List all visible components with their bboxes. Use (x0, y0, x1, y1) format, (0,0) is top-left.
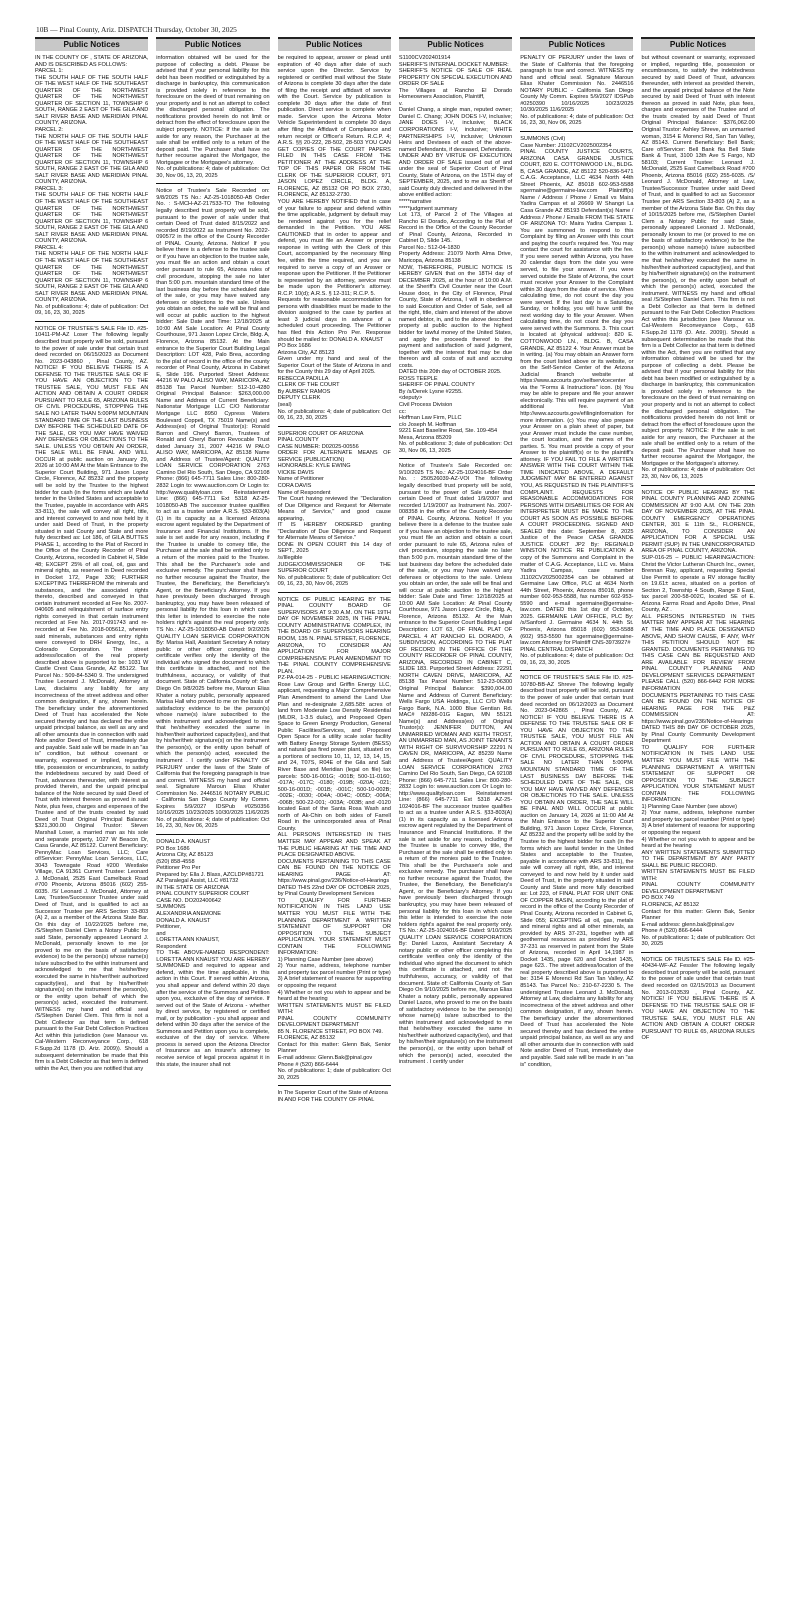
legal-notice (520, 136, 633, 666)
notice-paragraph: NOW, THEREFORE, PUBLIC NOTICE IS HEREBY GIVEN that on the 18TH day of DECEMBER 2025, at the hour of 10:00 A.M. at the Sheriff's Civil Counter near the Court House door, in the City of Florence, Pinal County, State of Arizona, I will in obedience to said Execution and Order of Sale, sell all the right, title, claim and interest of the above named debtor, in, and to the above described property at public auction to the highest bidder for lawful money of the United States, and apply the proceeds thereof to the payment and satisfaction of said judgment, together with the interest that may be due thereon and all costs of suit and accruing costs. (398, 264, 513, 369)
notice-paragraph: 4) Whether or not you wish to appear and be heard at the hearing (641, 836, 755, 850)
column-body (641, 55, 754, 1042)
notice-paragraph: SHERIFF OF PINAL COUNTY (398, 382, 475, 389)
notice-divider (156, 183, 269, 184)
notice-paragraph: IN AND FOR THE COUNTY OF PINAL (277, 1096, 375, 1103)
notice-paragraph: No. of publications: 4; date of publication: Oct 23, 30, Nov 06, 13, 2025 (641, 467, 755, 480)
notice-paragraph: SUPERIOR COURT OF ARIZONA (277, 430, 364, 437)
column-body (35, 55, 148, 1072)
notice-paragraph: be required to appear, answer or plead until expiration of 40 days after date of such service upon the Director. Service by registered or certified mail without the State of Arizona is complete 30 days after the date of filing the receipt and affidavit of service with the Court. Service by publication is complete 30 days after the date of first publication. Direct service is complete when made. Service upon the Arizona Motor Vehicle Superintendent is complete 30 days after filing the Affidavit of Compliance and return receipt or Officer's Return. R.C.P. 4; A.R.S. §§ 20-222, 28-502, 28-503 YOU CAN GET COPIES OF THE COURT PAPERS FILED IN THIS CASE FROM THE PETITIONER AT THE ADDRESS AT THE TOP OF THIS PAPER OR FROM THE CLERK OF THE SUPERIOR COURT, 971 JASON LOPEZ CIRCLE, BLDG. A, FLORENCE, AZ 85132 OR PO BOX 2730, FLORENCE, AZ 85132-2730. (277, 55, 391, 199)
notice-columns (35, 37, 757, 1103)
column-6 (641, 37, 754, 1103)
notice-paragraph: DEPUTY CLERK (277, 395, 321, 402)
column-4 (399, 37, 512, 1103)
column-2 (156, 37, 269, 1103)
notice-divider (278, 426, 391, 427)
legal-notice (641, 55, 754, 481)
legal-notice (35, 55, 148, 317)
notice-paragraph: PARCEL 1: (35, 68, 63, 75)
column-body (399, 55, 512, 1066)
notice-paragraph: CASE NO. DO202400642 (156, 897, 221, 904)
notice-paragraph: PINAL COUNTY COMMUNITY DEVELOPMENT DEPARTMENT (277, 1015, 391, 1029)
notice-paragraph: LORETTA ANN KNAUST, (156, 937, 220, 944)
notice-paragraph: E-mail address: Glenn.Bak@pinal.gov (277, 1055, 373, 1062)
notice-paragraph: DOCUMENTS PERTAINING TO THIS CASE CAN BE FOUND ON THE NOTICE OF HEARING PAGE FOR THE P&Z COMMISSION AT: https://www.pinal.gov/236/Notice-of-Hearings (641, 692, 755, 725)
notice-paragraph: THE NORTH HALF OF THE NORTH HALF OF THE WEST HALF OF THE SOUTHEAST QUARTER OF THE NORTHWEST QUARTER OF THE NORTHWEST QUARTER OF SECTION 11, TOWNSHIP 6 SOUTH, RANGE 2 EAST OF THE GILA AND SALT RIVER BASE AND MERIDIAN PINAL COUNTY, ARIZONA. (35, 251, 149, 304)
notice-divider (641, 952, 754, 953)
notice-paragraph: *****narrative (398, 199, 432, 206)
notice-paragraph: No. of publications: 1; date of publication: Oct 30, 2025 (641, 934, 755, 948)
legal-notice (156, 188, 269, 830)
notice-paragraph: Property Address: 21079 North Alma Drive, Maricopa, Arizona 85138 (398, 251, 513, 264)
notice-paragraph: Petitioner, (156, 924, 182, 931)
notice-paragraph: THE SOUTH HALF OF THE SOUTH HALF OF THE WEST HALF OF THE SOUTHEAST QUARTER OF THE NORTHWEST QUARTER OF THE NORTHWEST QUARTER OF SECTION 11, TOWNSHIP 6 SOUTH, RANGE 2 EAST OF THE GILA AND SALT RIVER BASE AND MERIDIAN PINAL COUNTY, ARIZONA. (35, 74, 149, 127)
notice-paragraph: PINAL CENTRAL DISPATCH (520, 646, 593, 653)
notice-paragraph: UNDER AND BY VIRTUE OF EXECUTION AND ORDER OF SALE issued out of and under the seal of Superior Court of Pinal County, State of Arizona, on the 15TH day of SEPTEMBER, 2025, and to me as Sheriff of said County duly directed and delivered in the above entitled action: (398, 153, 513, 199)
notice-paragraph: NOTICE OF PUBLIC HEARING BY THE PINAL COUNTY PLANNING AND ZONING COMMISSION AT 9:00 A.M. ON THE 20th DAY OF NOVEMBER 2025, AT THE PINAL COUNTY EMERGENCY OPERATIONS CENTER, 301 E 11th St., FLORENCE, ARIZONA, TO CONSIDER AN APPLICATION FOR A SPECIAL USE PERMIT (SUP) IN THE UNINCORPORATED AREA OF PINAL COUNTY, ARIZONA. (641, 489, 755, 555)
notice-paragraph: WRITTEN STATEMENTS MUST BE FILED WITH: (277, 1002, 391, 1016)
notice-paragraph: FLORENCE, AZ 85132 (641, 902, 700, 908)
notice-paragraph: Case Number: J1102CV2025002354 (520, 142, 612, 149)
notice-paragraph: but without covenant or warranty, expressed or implied, regarding title, possession or encumbrances, to satisfy the indebtedness secured by said Deed of Trust, advances thereunder, with interest as provided therein, and the unpaid principal balance of the Note secured by said Deed of Trust with interest thereon as proved in said Note, plus fees, charges and expenses of the Trustee and of the trusts created by said Deed of Trust Original Principal Balance: $376,062.00 Original Trustor: Ashley Shreve, an unmarried woman, 3154 E Morenci Rd, San Tan Valley, AZ 85143. Current Beneficiary: Bell Bank; Care of/Servicer: Bell Bank fka Bell State Bank & Trust, 3100 13th Ave S Fargo, ND 58103; Current Trustee: Leonard J. McDonald, 2525 East Camelback Road #700 Phoenix, Arizona 85016 (602) 255-6035. /S/ Leonard J. McDonald, Attorney at Law, Trustee/Successor Trustee under said Deed of Trust, and is qualified to act as Successor Trustee per ARS Section 33-803 (A) 2, as a member of the Arizona State Bar. On this day of 10/15/2025 before me, /S/Stephen Daniel Clem a Notary Public for said State, personally appeared Leonard J. McDonald, personally known to me (or proved to me on the basis of satisfactory evidence) to be the person(s) whose name(s) is/are subscribed to the within instrument and acknowledged to me that he/she/they executed the same in his/her/their authorized capacity(ies), and that by his/her/their signature(s) on the instrument the person(s), or the entity upon behalf of which the person(s) acted, executed the instrument. WITNESS my hand and official seal /S/Stephen Daniel Clem. This firm is not a Debt Collector as that term is defined pursuant to the Fair Debt Collection Practices Act within this jurisdiction (see Mansour vs. Cal-Western Reconveyance Corp., 618 F.Supp.2d 1178 (D. Ariz. 2009)). Should a subsequent determination be made that this firm is a Debt Collector as that term is defined within the Act, then you are notified that any information obtained will be used for the purpose of collecting a debt. Please be advised that if your personal liability for this debt has been modified or extinguished by a discharge in bankruptcy, this communication is provided solely in reference to the foreclosure on the deed of trust remaining on your property and is not an attempt to collect the discharged personal obligation. The notifications provided herein do not limit or detract from the effect of foreclosure upon the subject property. NOTICE: If the sale is set aside for any reason, the Purchaser at the sale shall be entitled only to a return of the deposit paid. The Purchaser shall have no further recourse against the Mortgagor, the Mortgagee or the Mortgagee's attorney. (641, 55, 755, 467)
notice-paragraph: Daniel Chang, a single man, reputed owner; Daniel C. Chang; JOHN DOES I-V, inclusive; JANE DOES I-V, inclusive; BLACK CORPORATIONS I-V, inclusive; WHITE PARTNERSHIPS I-V, inclusive; Unknown Heirs and Devisees of each of the above-named Defendants, if deceased, Defendants. (398, 107, 513, 153)
notice-paragraph: JUDGE/COMMISSIONER OF THE SUPERIOR COURT (277, 561, 391, 575)
notice-paragraph: By /s/Derek Lysne #2255. (398, 388, 463, 395)
legal-notice (156, 55, 269, 179)
notice-paragraph: ALEXANDRIA ANEMONE (156, 911, 221, 917)
notice-paragraph: <deputy> (398, 395, 423, 402)
notice-paragraph: SUP-016-25 – PUBLIC HEARING/ACTION: Christ the Victor Lutheran Church Inc., owner, Brennan Ray, applicant, requesting Special Use Permit to operate a RV storage facility on 19.61± acres, situated on a portion of Section 2, Township 4 South, Range 8 East, tax parcel 200-58-002C, located SE of E. Arizona Farms Road and Apollo Drive, Pinal County, AZ . (641, 555, 755, 614)
notice-paragraph: CASE NUMBER: D02025-00556 (277, 443, 359, 450)
notice-paragraph: PO Box 1686 (277, 343, 311, 350)
notice-paragraph: S1100CV202401914 (398, 55, 451, 61)
column-1 (35, 37, 148, 1103)
notice-divider (278, 1085, 391, 1086)
notice-paragraph: DONE IN OPEN COURT this 14 day of SEPT., 2025 (277, 541, 391, 555)
notice-divider (156, 834, 269, 835)
notice-paragraph: No. of publications: 4; date of publication: Oct 16, 23, 30, Nov 06, 2025 (156, 816, 270, 830)
notice-paragraph: 2) Your name, address, telephone number and property tax parcel number (Print or type) (277, 963, 391, 976)
notice-paragraph: No. of publications: 4; date of publication: Oct 09, 16, 23, 30, 2025 (277, 408, 391, 422)
notice-paragraph: WRITTEN STATEMENTS MUST BE FILED WITH: (641, 869, 755, 882)
notice-paragraph: (seal) (277, 401, 292, 408)
notice-paragraph: No. of publications: 5; date of publication: Oct 09, 16, 23, 30, Nov 06, 2025 (277, 574, 391, 588)
section-header: Public Notices (641, 37, 754, 51)
notice-paragraph: PINAL COUNTY SUPERIOR COURT (156, 891, 250, 898)
notice-paragraph: PARCEL 3: (35, 185, 63, 192)
notice-paragraph: 2) Your name, address, telephone number and property tax parcel number (Print or type) (641, 810, 755, 823)
notice-paragraph: 85 N. FLORENCE STREET, PO BOX 749. (277, 1028, 383, 1035)
column-body (520, 55, 633, 1068)
notice-paragraph: CORA DAVIS (277, 483, 312, 489)
notice-paragraph: PINAL COUNTY JUSTICE COURTS, ARIZONA CASA GRANDE JUSTICE COURT, 820 E. COTTONWOOD LN., BLDG. B, CASA GRANDE, AZ 85122 520-836-5471 C.A.G. Acceptance, LLC 4634 North 44th Street Phoenix, AZ 85018 602-953-5588 sgermaine@germaine-law.com Plaintiff(s) Name / Address / Phone / Email vs Maira Yadira Campas et al 26669 W Shangri La Casa Grande AZ 85193 Defendant(s) Name / Address / Phone / Emails FROM THE STATE OF ARIZONA TO: Maira Yadira Campas 1. You are summoned to respond to this Complaint by filing an Answer with this court and paying the court's required fee. You may contact the court for assistance with the fee. If you were served within Arizona, you have 20 calendar days from the date you were served, to file your answer. If you were served outside the State of Arizona, the court must receive your Answer to the Complaint within 30 days from the date of service. When calculating time, do not count the day you were served. If the last day is a Saturday, Sunday, or holiday, you will have until the next working day to file your Answer. When calculating time, do not count the day you were served with the Summons. 3. This court is located at (physical address): 820 E. COTTONWOOD LN., BLDG. B, CASA GRANDE, AZ 85122 4. Your Answer must be in writing. (a) You may obtain an Answer form from the court listed above or its website, or on the Self-Service Center of the Arizona Judicial Branch website at https://www.azcourts.gov/selfservicecenter via the "Forms & Instructions" icon. (b) You may be able to prepare and file your answer electronically. This will require payment of an additional fee. Visit http://www.azcourts.gov/efilinginformation for more information. (c) You may also prepare your Answer on a plain sheet of paper, but your Answer must include the case number, the court location, and the names of the parties. 5. You must provide a copy of your Answer to the plaintiff(s) or to the plaintiff's attorney. IF YOU FAIL TO FILE A WRITTEN ANSWER WITH THE COURT WITHIN THE TIME INDICATED ABOVE, A DEFAULT JUDGMENT MAY BE ENTERED AGAINST YOU, AS REQUESTED IN THE PLAINTIFF'S COMPLAINT. REQUESTS FOR REASONABLE ACCOMMODATIONS FOR PERSONS WITH DISABILITIES OR FOR AN INTERPRETER MUST BE MADE TO THE COURT AS SOON AS POSSIBLE BEFORE A COURT PROCEEDING. SIGNED AND SEALED this date: September 8, 2025 Justice of the Peace CASA GRANDE JUSTICE COURT JP2 By: REGINALD WINSTON NOTICE RE PUBLICATION A copy of the Summons and Complaint in the matter of C.A.G. Acceptance, LLC vs. Maira Yadira Campas, case number J1102CV2025002354 can be obtained at Germaine Law Office, PLC at 4634 North 44th Street, Phoenix, Arizona 85018, phone number 602-953-5588, fax number 602-953-5590 and e-mail sgermaine@germaine-law.com. DATED this 1st day of October, 2025. GERMAINE LAW OFFICE, PLC By: /s/Sanford J. Germaine 4634 N. 44th St. Phoenix, Arizona 85018 (602) 953-5588 (602) 953-5590 fax sgermaine@germaine-law.com Attorney for Plaintiff CNS-3973927# (520, 149, 634, 647)
notice-paragraph: *****judgment summary (398, 205, 458, 212)
notice-paragraph: Parcel No.: 512-04-1830 (398, 244, 460, 251)
notice-paragraph: Contact for this matter: Glenn Bak, Senior Planner (641, 908, 755, 922)
notice-paragraph: Hoffman Law Firm, PLLC (398, 415, 462, 422)
notice-paragraph: DONALD A. KNAUST (156, 917, 211, 924)
notice-divider (520, 131, 633, 132)
notice-paragraph: CLERK OF THE COURT (277, 382, 340, 389)
notice-paragraph: /s/Illegible (277, 555, 303, 562)
notice-paragraph: REBECCA PADILLA (277, 375, 329, 382)
column-3 (278, 37, 391, 1103)
notice-paragraph: Phone # (520) 866-6444 (277, 1061, 339, 1068)
notice-paragraph: By AUBREY RAMOS (277, 388, 331, 395)
notice-paragraph: Civil Process Division (398, 401, 453, 408)
notice-paragraph: DOCUMENTS PERTAINING TO THIS CASE CAN BE FOUND ON THE NOTICE OF HEARING PAGE AT: https://www.pinal.gov/236/Notice-of-Hearings (277, 858, 391, 885)
notice-paragraph: DATED this 20th day of OCTOBER 2025. (398, 369, 502, 376)
notice-paragraph: Phone # (520) 866-6444 (641, 928, 703, 935)
notice-paragraph: Mesa, Arizona 85209 (398, 434, 452, 441)
notice-paragraph: Petitioner Pro Per (156, 865, 201, 872)
notice-paragraph: Arizona City, AZ 85123 (156, 852, 214, 859)
notice-paragraph: PARCEL 2: (35, 127, 63, 134)
notice-paragraph: NOTICE OF TRUSTEE'S SALE File ID. #25-40434-WF-AZ Fessler The following legally described trust property will be sold, pursuant to the power of sale under that certain trust deed recorded on 02/15/2013 as Document No. 2013-013539 , Pinal County, AZ. NOTICE! IF YOU BELIEVE THERE IS A DEFENSE TO THE TRUSTEE SALE OR IF YOU HAVE AN OBJECTION TO THE TRUSTEE SALE, YOU MUST FILE AN ACTION AND OBTAIN A COURT ORDER PURSUANT TO RULE 65, ARIZONA RULES OF (641, 956, 755, 1042)
notice-paragraph: (520) 858-4558 (156, 858, 195, 865)
notice-paragraph: PINAL COUNTY COMMUNITY DEVELOPMENT DEPARTMENT (641, 882, 755, 895)
notice-paragraph: The Court having reviewed the "Declaration of Due Diligence and Request for Alternate Means of Service," and good cause appearing, (277, 496, 391, 522)
legal-notice (399, 463, 512, 1065)
notice-paragraph: PO Box 1686 (156, 845, 190, 852)
notice-paragraph: FLORENCE, AZ 85132 (277, 1035, 336, 1042)
notice-paragraph: Contact for this matter: Glenn Bak, Senior Planner (277, 1041, 391, 1055)
notice-paragraph: E-mail address: glenn.bak@pinal.gov (641, 921, 735, 928)
legal-notice (641, 957, 754, 1042)
notice-paragraph: PZ-PA-014-25 - PUBLIC HEARING/ACTION: Rose Law Group and Griffin Energy LLC, applicant, requesting a Major Comprehensive Plan Amendment to amend the Land Use Plan and re-designate 2,685.58± acres of land from Moderate Low Density Residential (MLDR, 1-3.5 du/ac), and Proposed Open Space to Green Energy Production, General Public Facilities/Services, and Proposed Open Space for a utility scale solar facility with Battery Energy Storage System (BESS) and natural gas fired power plant, situated on a portions of sections 10, 11, 12, 13, 14, 15, and 24, T07S, R04E of the Gila and Salt River Base and Meridian (legal on file) tax parcels: 500-16-001G; -001B; 500-11-0160; -017A; -017C; -0180; -019B; -020A; -021; 500-16-001D; -001B; -001C; 500-10-002B; -002E; -0030; -004A; -004C; -005D; -006A; -006B; 500-22-001; -003A; -003B; and -0120 located East of the Santa Rosa Wash and north of Ak-Chin on both sides of Farrell Road in the unincorporated area of Pinal County. (277, 675, 391, 832)
notice-paragraph: PENALTY OF PERJURY under the laws of the State of California that the foregoing paragraph is true and correct. WITNESS my hand and official seal. Signature Maroun Elias Khater Commission No. 2446516 NOTARY PUBLIC - California San Diego County My Comm. Expires 5/9/2027 IDSPub #0250390 10/16/2025 10/23/2025 10/30/2025 11/6/2025 (520, 55, 634, 114)
notice-paragraph: In The Superior Court of the State of Arizona (277, 1090, 388, 1097)
legal-notice (278, 1090, 391, 1103)
column-5 (520, 37, 633, 1103)
notice-paragraph: PARCEL 4: (35, 244, 63, 251)
notice-paragraph: ROSS TEEPLE (398, 375, 438, 382)
notice-paragraph: TO QUALIFY FOR FURTHER NOTIFICATION IN THIS LAND USE MATTER YOU MUST FILE WITH THE PLANNING DEPARTMENT A WRITTEN STATEMENT OF SUPPORT OR OPPOSITION TO THE SUBJECT APPLICATION. YOUR STATEMENT MUST CONTAIN THE FOLLOWING INFORMATION: (277, 897, 391, 957)
notice-paragraph: NOTICE OF TRUSTEE'S SALE File ID. #25-10411-PM-AZ Loser The following legally described trust property will be sold, pursuant to the power of sale under that certain trust deed recorded on 06/15/2023 as Document No. 2023-043860 , Pinal County, AZ. NOTICE! IF YOU BELIEVE THERE IS A DEFENSE TO THE TRUSTEE SALE OR IF YOU HAVE AN OBJECTION TO THE TRUSTEE SALE, YOU MUST FILE AN ACTION AND OBTAIN A COURT ORDER PURSUANT TO RULE 65, ARIZONA RULES OF CIVIL PROCEDURE, STOPPING THE SALE NO LATER THAN 5:00PM MOUNTAIN STANDARD TIME OF THE LAST BUSINESS DAY BEFORE THE SCHEDULED DATE OF THE SALE, OR YOU MAY HAVE WAIVED ANY DEFENSES OR OBJECTIONS TO THE SALE. UNLESS YOU OBTAIN AN ORDER, THE SALE WILL BE FINAL AND WILL OCCUR at public auction on January 29, 2026 at 10:00 AM At the Main Entrance to the Superior Court Building, 971 Jason Lopez Circle, Florence, AZ 85232 and the property will be sold by the Trustee to the highest bidder for cash (in the forms which are lawful tender in the United States and acceptable to the Trustee, payable in accordance with ARS 33-811), the sale will convey all right, title, and interest conveyed to and now held by it under said Deed of Trust, in the property situated in said County and State and more fully described as: Lot 186, of GILA BUTTES PHASE 1, according to the Plat of Record in the Office of the County Recorder of Pinal County, Arizona, recorded in Cabinet H, Slide 48; EXCEPT 25% of all coal, oil, gas and mineral rights, as reserved in Deed recorded in Docket 172, Page 336; FURTHER EXCEPTING THEREFROM the minerals and substances, and the associated rights thereto, described and conveyed in that certain instrument recorded at Fee No. 2007-040605 and relinquishment of surface entry rights conveyed in that certain instrument recorded at Fee No. 2017-091743 and re-recorded at Fee No. 2018-005612, wherein said minerals, substances and entry rights were conveyed to DRH Energy, Inc., a Colorado Corporation. The street address/location of the real property described above is purported to be: 1031 W Castle Crest Casa Grande, AZ 85122. Tax Parcel No.: 509-84-5340 9. The undersigned Trustee Leonard J. McDonald, Attorney at Law, disclaims any liability for any incorrectness of the street address and other common designation, if any, shown herein. The beneficiary under the aforementioned Deed of Trust has accelerated the Note secured thereby and has declared the entire unpaid principal balance, as well as any and all other amounts due in connection with said Note and/or Deed of Trust, immediately due and payable. Said sale will be made in an "as is" condition, but without covenant or warranty, expressed or implied, regarding title, possession or encumbrances, to satisfy the indebtedness secured by said Deed of Trust, advances thereunder, with interest as provided therein, and the unpaid principal balance of the Note secured by said Deed of Trust with interest thereon as proved in said Note, plus fees, charges and expenses of the Trustee and of the trusts created by said Deed of Trust Original Principal Balance: $321,300.00 Original Trustor: Steven Marshall Loser, a married man as his sole and separate property, 1027 W Beacon Dr, Casa Grande, AZ 85122. Current Beneficiary: PennyMac Loan Services, LLC; Care of/Servicer: PennyMac Loan Services, LLC, 3043 Townsgate Road #200 Westlake Village, CA 91361 Current Trustee: Leonard J. McDonald, 2525 East Camelback Road #700 Phoenix, Arizona 85016 (602) 255-6035. /S/ Leonard J. McDonald, Attorney at Law, Trustee/Successor Trustee under said Deed of Trust, and is qualified to act as Successor Trustee per ARS Section 33-803 (A) 2, as a member of the Arizona State Bar. On this day of 10/22/2025 before me, /S/Stephen Daniel Clem a Notary Public for said State, personally appeared Leonard J. McDonald, personally known to me (or proved to me on the basis of satisfactory evidence) to be the person(s) whose name(s) is/are subscribed to the within instrument and acknowledged to me that he/she/they executed the same in his/her/their authorized capacity(ies), and that by his/her/their signature(s) on the instrument the person(s), or the entity upon behalf of which the person(s) acted, executed the instrument. WITNESS my hand and official seal /S/Stephen Daniel Clem. This firm is not a Debt Collector as that term is defined pursuant to the Fair Debt Collection Practices Act within this jurisdiction (see Mansour vs. Cal-Western Reconveyance Corp., 618 F.Supp.2d 1178 (D. Ariz. 2009)). Should a subsequent determination be made that this firm is a Debt Collector as that term is defined within the Act, then you are notified that any (35, 325, 149, 1072)
notice-paragraph: The Villages at Rancho El Dorado Homeowners Association, Plaintiff, (398, 87, 513, 101)
column-body (156, 55, 269, 1068)
notice-paragraph: No. of publications: 4; date of publication: Oct 30, Nov 06, 13, 20, 2025 (156, 166, 270, 179)
section-header: Public Notices (156, 37, 269, 51)
notice-paragraph: IN THE COUNTY OF , STATE OF ARIZONA, AND IS DESCRIBED AS FOLLOWS: (35, 55, 149, 68)
notice-paragraph: 1) Planning Case Number (see above) (641, 803, 737, 810)
legal-notice (520, 55, 633, 127)
notice-paragraph: Requests for reasonable accommodation for persons with disabilities must be made to the division assigned to the case by parties at least 3 judicial days in advance of a scheduled court proceeding. The Petitioner has filed this Action Pro Per. Response should be mailed to: DONALD A. KNAUST (277, 297, 391, 343)
notice-divider (641, 485, 754, 486)
notice-paragraph: IT IS HEREBY ORDERED granting "Declaration of Due Diligence and Request for Alternate Means of Service." (277, 522, 391, 542)
notice-paragraph: AZ Paralegal Assist, LLC #81732 (156, 878, 239, 885)
notice-paragraph: Arizona City, AZ 85123 (277, 349, 335, 356)
notice-paragraph: Notice of Trustee's Sale Recorded on: 9/8/2025 TS No.: AZ-25-1018050-AB Order No. : S-MCH-AZ-217533-TO The following legally described trust property will be sold, pursuant to the power of sale under that certain Deed of Trust dated 8/15/2022 and recorded 8/19/2022 as Instrument No. 2022-090572 in the office of the County Recorder of PINAL County, Arizona. Notice! If you believe there is a defense to the trustee sale or if you have an objection to the trustee sale, you must file an action and obtain a court order pursuant to rule 65, Arizona rules of civil procedure, stopping the sale no later than 5:00 p.m. mountain standard time of the last business day before the scheduled date of the sale, or you may have waived any defenses or objections to the sale. Unless you obtain an order, the sale will be final and will occur at public auction to the highest bidder: Sale Date and Time: 12/18/2025 at 10:00 AM Sale Location: At Pinal County Courthouse, 971 Jason Lopez Circle, Bldg. A, Florence, Arizona 85132. At the Main entrance to the Superior Court Building Legal Description: LOT 428, Palo Brea, according to the plat of record in the office of the county recorder of Pinal County, Arizona in Cabinet E, Slide 196. Purported Street Address: 44216 W PALO ALISO WAY, MARICOPA, AZ 85138 Tax Parcel Number: 512-10-4280 Original Principal Balance: $263,000.00 Name and Address of Current Beneficiary: Nationstar Mortgage LLC C/O Nationstar Mortgage LLC 8950 Cypress Waters Boulevard Coppell, TX 75019 Name(s) and Address(es) of Original Trustor(s): Ronald Barron and Cheryl Barron, Trustees of Ronald and Cheryl Barron Revocable Trust dated January 31, 2007 44216 W PALO ALISO WAY, MARICOPA, AZ 85138 Name and Address of Trustee/Agent: QUALITY LOAN SERVICE CORPORATION 2763 Camino Del Rio South, San Diego, CA 92108 Phone: (866) 645-7711 Sales Line: 800-280-2832 Login to: www.auction.com Or Login to: http://www.qualityloan.com Reinstatement Line: (866) 645-7711 Ext 5318 AZ-25-1018050-AB The successor trustee qualifies to act as a trustee under A.R.S. §33-803(A)(1) in its capacity as a licensed Arizona escrow agent regulated by the Department of Insurance and Financial Institutions. If the sale is set aside for any reason, including if the Trustee is unable to convey title, the Purchaser at the sale shall be entitled only to a return of the monies paid to the Trustee. This shall be the Purchaser's sole and exclusive remedy. The purchaser shall have no further recourse against the Trustor, the Trustee, the Beneficiary, the Beneficiary's Agent, or the Beneficiary's Attorney. If you have previously been discharged through bankruptcy, you may have been released of personal liability for this loan in which case this letter is intended to exercise the note holders right's against the real property only. TS No.: AZ-25-1018050-AB Dated: 9/2/2025 QUALITY LOAN SERVICE CORPORATION By: Marisa Hall, Assistant Secretary A notary public or other officer completing this certificate verifies only the identity of the individual who signed the document to which this certificate is attached, and not the truthfulness, accuracy, or validity of that document. State of: California County of: San Diego On 9/8/2025 before me, Maroun Elias Khater a notary public, personally appeared Marisa Hall who proved to me on the basis of satisfactory evidence to be the person(s) whose name(s) is/are subscribed to the within instrument and acknowledged to me that he/she/they executed the same in his/her/their authorized capacity(ies), and that by his/her/their signature(s) on the instrument the person(s), or the entity upon behalf of which the person(s) acted, executed the instrument . I certify under PENALTY OF PERJURY under the laws of the State of California that the foregoing paragraph is true and correct. WITNESS my hand and official seal. Signature Maroun Elias Khater Commission No. 2446516 NOTARY PUBLIC - California San Diego County My Comm. Expires 5/9/2027 IDSPub #0250356 10/16/2025 10/23/2025 10/30/2025 11/6/2025 (156, 188, 270, 817)
notice-paragraph: Lot 173, of Parcel 2 of The Villages at Rancho El Dorado, According to the Plat of Record in the Office of the County Recorder of Pinal County, Arizona, Recorded in Cabinet D, Slide 145. (398, 212, 513, 245)
notice-paragraph: No. of publications: 4; date of publication: Oct 09, 16, 23, 30, 2025 (520, 653, 634, 666)
notice-paragraph: DATED THIS 8th DAY OF OCTOBER 2025, by Pinal County Community Development Department (641, 725, 755, 745)
legal-notice (278, 431, 391, 588)
notice-paragraph: DATED THIS 22nd DAY OF OCTOBER 2025, by Pinal County Development Services (277, 884, 391, 898)
notice-paragraph: No. of publications: 1; date of publication: Oct 30, 2025 (277, 1068, 391, 1081)
notice-paragraph: Notice of Trustee's Sale Recorded on: 9/10/2025 TS No.: AZ-25-1024016-BF Order No. : 250526039-AZ-VOI The following legally described trust property will be sold, pursuant to the power of Sale under that certain Deed of Trust dated 1/9/2007 and recorded 1/19/2007 as Instrument No. 2007-008358 in the office of the County Recorder of PINAL County, Arizona. Notice! If you believe there is a defense to the trustee sale or if you have an objection to the trustee sale, you must file an action and obtain a court order pursuant to rule 65, Arizona rules of civil procedure, stopping the sale no later than 5:00 p.m. mountain standard time of the last business day before the scheduled date of the sale, or you may have waived any defenses or objections to the sale. Unless you obtain an order, the sale will be final and will occur at public auction to the highest bidder: Sale Date and Time: 12/18/2025 at 10:00 AM Sale Location: At Pinal County Courthouse, 971 Jason Lopez Circle, Bldg. A, Florence, Arizona 85132. At the Main entrance to the Superior Court Building Legal Description: LOT 63, OF FINAL PLAT OF PARCEL 4 AT RANCHO EL DORADO, A SUBDIVISION, ACCORDING TO THE PLAT OF RECORD IN THE OFFICE OF THE COUNTY RECORDER OF PINAL COUNTY, ARIZONA, RECORDED IN CABINET C, SLIDE 183. Purported Street Address: 22291 NORTH CAVEN DRIVE, MARICOPA, AZ 85138 Tax Parcel Number: 512-23-06300 Original Principal Balance: $390,004.00 Name and Address of Current Beneficiary: Wells Fargo USA Holdings, LLC C/O Wells Fargo Bank, N.A. 1000 Blue Gentian Rd. MAC# N9286-01G Eagan, MN 55121 Name(s) and Address(es) of Original Trustor(s): JENNIFER DUTTON, AN UNMARRIED WOMAN AND KEITH TROST, AN UNMARRIED MAN, AS JOINT TENANTS WITH RIGHT OF SURVIVORSHIP 22291 N CAVEN DR, MARICOPA, AZ 85239 Name and Address of Trustee/Agent: QUALITY LOAN SERVICE CORPORATION 2763 Camino Del Rio South, San Diego, CA 92108 Phone: (866) 645-7711 Sales Line: 800-280-2832 Login to: www.auction.com Or Login to: http://www.qualityloan.com Reinstatement Line: (866) 645-7711 Ext 5318 AZ-25-1024016-BF The successor trustee qualifies to act as a trustee under A.R.S. §33-803(A)(1) in its capacity as a licensed Arizona escrow agent regulated by the Department of Insurance and Financial Institutions. If the sale is set aside for any reason, including if the Trustee is unable to convey title, the Purchaser at the sale shall be entitled only to a return of the monies paid to the Trustee. This shall be the Purchaser's sole and exclusive remedy. The purchaser shall have no further recourse against the Trustor, the Trustee, the Beneficiary, the Beneficiary's Agent, or the Beneficiary's Attorney. If you have previously been discharged through bankruptcy, you may have been released of personal liability for this loan in which case this letter is intended to exercise the note holders right's against the real property only. TS No.: AZ-25-1024016-BF Dated: 9/10/2025 QUALITY LOAN SERVICE CORPORATION By: Daniel Lazos, Assistant Secretary A notary public or other officer completing this certificate verifies only the identity of the individual who signed the document to which this certificate is attached, and not the truthfulness, accuracy, or validity of that document. State of: California County of: San Diego On 9/10/2025 before me, Maroun Elias Khater a notary public, personally appeared Daniel Lazos, who proved to me on the basis of satisfactory evidence to be the person(s) whose name(s) is/are subscribed to the within instrument and acknowledged to me that he/she/they executed the same in his/her/their authorized capacity(ies), and that by his/her/their signature(s) on the instrument the person(s), or the entity upon behalf of which the person(s) acted, executed the instrument . I certify under (398, 463, 513, 1066)
legal-notice (641, 490, 754, 948)
section-header: Public Notices (399, 37, 512, 51)
notice-paragraph: cc: (398, 408, 407, 415)
notice-paragraph: SHERIFF'S INTERNAL DOCKET NUMBER: (398, 61, 509, 68)
notice-paragraph: 3) A brief statement of reasons for supporting or opposing the request (277, 976, 391, 990)
notice-paragraph: SHERIFF'S NOTICE OF SALE OF REAL PROPERTY ON SPECIAL EXECUTION AND ORDER OF SALE (398, 68, 513, 88)
notice-paragraph: 4) Whether or not you wish to appear and be heard at the hearing (277, 989, 391, 1003)
section-header: Public Notices (35, 37, 148, 51)
page-folio: 10B — Pinal County, Ariz. DISPATCH Thursday, October 30, 2025 (36, 25, 237, 34)
notice-paragraph: NOTICE OF PUBLIC HEARING BY THE PINAL COUNTY BOARD OF SUPERVISORS AT 9:30 A.M. ON THE 19TH DAY OF NOVEMBER 2025, IN THE PINAL COUNTY ADMINISTRATIVE COMPLEX, IN THE BOARD OF SUPERVISORS HEARING ROOM, 135 N. PINAL STREET, FLORENCE, ARIZONA, TO CONSIDER AN APPLICATION FOR MAJOR COMPREHENSIVE PLAN AMENDMENT TO THE PINAL COUNTY COMPREHENSIVE PLAN. (277, 596, 391, 675)
notice-paragraph: Given under my hand and seal of the Superior Court of the State of Arizona in and for the County this 29 day of April 2025. (277, 356, 391, 376)
notice-paragraph: Respondent (156, 943, 187, 950)
notice-paragraph: No. of publications: 3; date of publication: Oct 30, Nov 06, 13, 2025 (398, 441, 513, 454)
section-header: Public Notices (278, 37, 391, 51)
notice-paragraph: ANY WRITTEN STATEMENTS SUBMITTED TO THE DEPARTMENT BY ANY PARTY SHALL BE PUBLIC RECORD. (641, 849, 755, 869)
notice-paragraph: Prepared by: Ella J. Blass, AZCLDP#81721 (156, 871, 264, 878)
notice-paragraph: c/o Joseph M. Hoffman (398, 421, 457, 428)
notice-paragraph: PO BOX 749 (641, 895, 674, 902)
notice-paragraph: 1) Planning Case Number (see above) (277, 956, 374, 963)
notice-paragraph: Name of Respondent (277, 489, 331, 496)
notice-paragraph: 3) A brief statement of reasons for supporting or opposing the request (641, 823, 755, 836)
column-body (278, 55, 391, 1103)
notice-paragraph: PINAL COUNTY (277, 437, 319, 444)
notice-paragraph: IN THE STATE OF ARIZONA (156, 884, 229, 891)
notice-paragraph: TO THE ABOVE-NAMED RESPONDENT: LORETTA ANN KNAUST YOU ARE HEREBY SUMMONED and required to appear and defend, within the time applicable, in this action in this Court. If served within Arizona, you shall appear and defend within 20 days after the service of the Summons and Petition upon you, exclusive of the day of service. If served out of the State of Arizona - whether by direct service, by registered or certified mail, or by publication - you shall appear and defend within 30 days after the service of the Summons and Petition upon you is complete, exclusive of the day of service. Where process is served upon the Arizona Director of Insurance as an insurer's attorney to receive service of legal process against it in this state, the insurer shall not (156, 950, 270, 1068)
notice-paragraph: NOTICE OF TRUSTEE'S SALE File ID. #25-10780-BB-AZ Shreve The following legally described trust property will be sold, pursuant to the power of sale under that certain trust deed recorded on 06/12/2023 as Document No. 2023-042865 , Pinal County, AZ. NOTICE! IF YOU BELIEVE THERE IS A DEFENSE TO THE TRUSTEE SALE OR IF YOU HAVE AN OBJECTION TO THE TRUSTEE SALE, YOU MUST FILE AN ACTION AND OBTAIN A COURT ORDER PURSUANT TO RULE 65, ARIZONA RULES OF CIVIL PROCEDURE, STOPPING THE SALE NO LATER THAN 5:00PM. MOUNTAIN STANDARD TIME OF THE LAST BUSINESS DAY BEFORE THE SCHEDULED DATE OF THE SALE, OR YOU MAY HAVE WAIVED ANY DEFENSES OR OBJECTIONS TO THE SALE. UNLESS YOU OBTAIN AN ORDER, THE SALE WILL BE FINAL AND WILL OCCUR at public auction on January 14, 2026 at 11:00 AM At the Main Entrance to the Superior Court Building, 971 Jason Lopez Circle, Florence, AZ 85232 and the property will be sold by the Trustee to the highest bidder for cash (in the forms which are lawful tender in the United States and acceptable to the Trustee, payable in accordance with ARS 33-811), the sale will convey all right, title, and interest conveyed to and now held by it under said Deed of Trust, in the property situated in said County and State and more fully described as: Lot 223, of FINAL PLAT FOR UNIT ONE OF COPPER BASIN, according to the plat of record in the office of the County Recorder of Pinal County, Arizona recorded in Cabinet G, Slide 055; EXCEPTING all oil, gas, metals and mineral rights and all other minerals, as provided by ARS 37-231, together with all geothermal resources as provided by ARS 37-231 as reserved in patent from the State of Arizona, recorded in April 14,1987 in Docket 1435, page 620 and Docket 1435, page 623.. The street address/location of the real property described above is purported to be: 3154 E Morenci Rd San Tan Valley, AZ 85143. Tax Parcel No.: 210-67-2230 5. The undersigned Trustee Leonard J. McDonald, Attorney at Law, disclaims any liability for any incorrectness of the street address and other common designation, if any, shown herein. The beneficiary under the aforementioned Deed of Trust has accelerated the Note secured thereby and has declared the entire unpaid principal balance, as well as any and all other amounts due in connection with said Note and/or Deed of Trust, immediately due and payable. Said sale will be made in an "as is" condition, (520, 675, 634, 1068)
notice-paragraph: 9221 East Baseline Road, Ste. 109-454 (398, 428, 498, 435)
notice-paragraph: THE NORTH HALF OF THE SOUTH HALF OF THE WEST HALF OF THE SOUTHEAST QUARTER OF THE NORTHWEST QUARTER OF THE NORTHWEST QUARTER OF SECTION 11, TOWNSHIP 6 SOUTH, RANGE 2 EAST OF THE GILA AND SALT RIVER BASE AND MERIDIAN PINAL COUNTY, ARIZONA. (35, 133, 149, 186)
notice-divider (399, 458, 512, 459)
notice-paragraph: No. of publications: 4; date of publication: Oct 09, 16, 23, 30, 2025 (35, 303, 149, 317)
legal-notice (156, 839, 269, 1068)
notice-paragraph: ORDER FOR ALTERNATE MEANS OF SERVICE (PUBLICATION) (277, 450, 391, 463)
notice-paragraph: VICKIE DAVIS (277, 469, 314, 476)
legal-notice (520, 675, 633, 1068)
notice-paragraph: ALL PERSONS INTERESTED IN THIS MATTER MAY APPEAR AND SPEAK AT THE PUBLIC HEARING AT THE TIME AND PLACE DESIGNATED ABOVE. (277, 832, 391, 859)
notice-paragraph: THE SOUTH HALF OF THE NORTH HALF OF THE WEST HALF OF THE SOUTHEAST QUARTER OF THE NORTHWEST QUARTER OF THE NORTHWEST QUARTER OF SECTION 11, TOWNSHIP 6 SOUTH, RANGE 2 EAST OF THE GILA AND SALT RIVER BASE AND MERIDIAN PINAL COUNTY, ARIZONA. (35, 192, 149, 245)
notice-paragraph: HONORABLE: KYLE EWING (277, 463, 351, 470)
notice-paragraph: No. of publications: 4; date of publication: Oct 16, 23, 30, Nov 06, 2025 (520, 113, 634, 127)
legal-notice (399, 55, 512, 454)
notice-paragraph: SUMMONS (156, 904, 186, 911)
notice-paragraph: SUMMONS (Civil) (520, 136, 566, 143)
notice-paragraph: YOU ARE HEREBY NOTIFIED that in case of your failure to appear and defend within the time applicable, judgment by default may be rendered against you for the relief demanded in the Petition. YOU ARE CAUTIONED that in order to appear and defend, you must file an Answer or proper response in writing with the Clerk of this Court, accompanied by the necessary filing fee, within the time required, and you are required to serve a copy of an Answer or response upon the Petitioner. If the Petitioner is represented by an attorney, service must be made upon the Petitioner's attorney. R.C.P. 10(d); A.R.S. § 12-311; R.C.P. 5. (277, 199, 391, 297)
legal-notice (278, 55, 391, 422)
notice-paragraph: information obtained will be used for the purpose of collecting a debt. Please be advised that if your personal liability for this debt has been modified or extinguished by a discharge in bankruptcy, this communication is provided solely in reference to the foreclosure on the deed of trust remaining on your property and is not an attempt to collect the discharged personal obligation. The notifications provided herein do not limit or detract from the effect of foreclosure upon the subject property. NOTICE: If the sale is set aside for any reason, the Purchaser at the sale shall be entitled only to a return of the deposit paid. The Purchaser shall have no further recourse against the Mortgagor, the Mortgagee or the Mortgagee's attorney. (156, 55, 270, 166)
notice-paragraph: DONALD A. KNAUST (156, 838, 211, 845)
notice-paragraph: and (156, 930, 166, 937)
notice-paragraph: ALL PERSONS INTERESTED IN THIS MATTER MAY APPEAR AT THE HEARING AT THE TIME AND PLACE DESIGNATED ABOVE, AND SHOW CAUSE, IF ANY, WHY THIS PETITION SHOULD NOT BE GRANTED. DOCUMENTS PERTAINING TO THIS CASE CAN BE REQUESTED AND ARE AVAILABLE FOR REVIEW FROM PINAL COUNTY PLANNING AND DEVELOPMENT SERVICES DEPARTMENT PLEASE CALL (520) 866-6442 FOR MORE INFORMATION (641, 613, 755, 692)
notice-divider (35, 321, 148, 322)
notice-divider (520, 670, 633, 671)
notice-paragraph: TO QUALIFY FOR FURTHER NOTIFICATION IN THIS LAND USE MATTER YOU MUST FILE WITH THE PLANNING DEPARTMENT A WRITTEN STATEMENT OF SUPPORT OR OPPOSITION TO THE SUBJECT APPLICATION. YOUR STATEMENT MUST CONTAIN THE FOLLOWING INFORMATION: (641, 744, 755, 804)
legal-notice (278, 597, 391, 1081)
notice-paragraph: Name of Petitioner (277, 476, 324, 483)
section-header: Public Notices (520, 37, 633, 51)
notice-divider (278, 592, 391, 593)
legal-notice (35, 326, 148, 1072)
notice-paragraph: v. (398, 100, 403, 107)
